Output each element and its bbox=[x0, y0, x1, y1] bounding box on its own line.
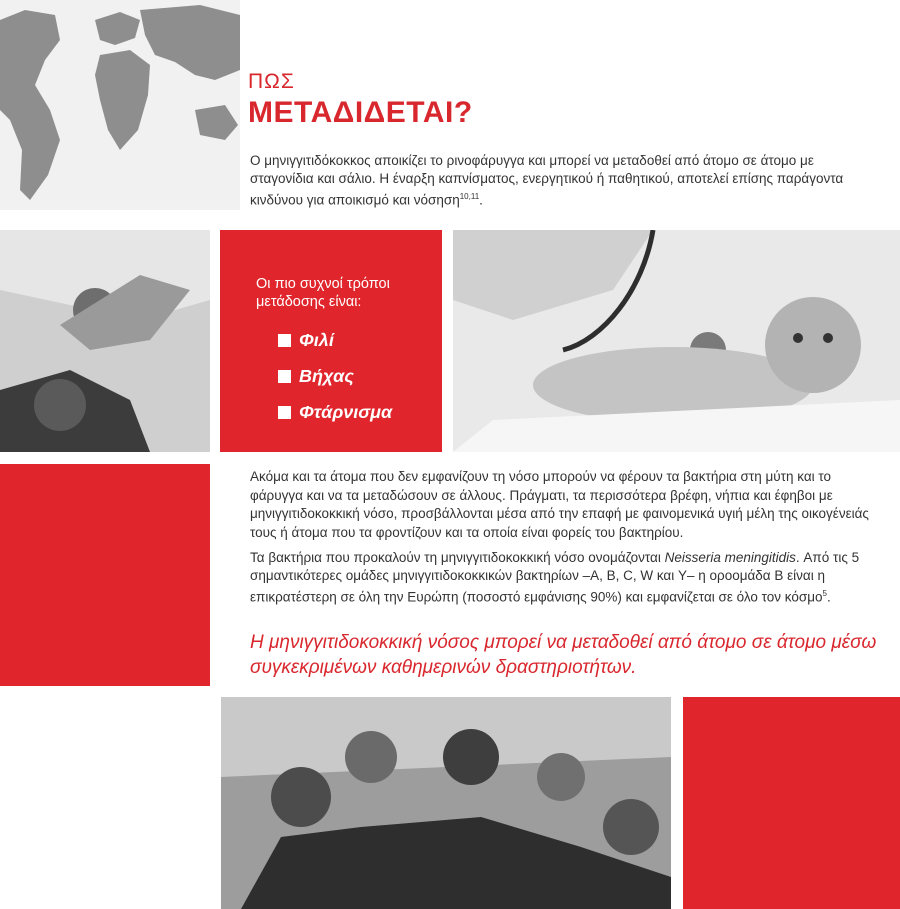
bacteria-text-start: Τα βακτήρια που προκαλούν τη μηνιγγιτιδοκοκκική νόσο ονομάζονται bbox=[250, 550, 665, 565]
photo-doctor-baby bbox=[453, 230, 900, 452]
intro-end: . bbox=[479, 192, 483, 208]
body-paragraph-carriers: Ακόμα και τα άτομα που δεν εμφανίζουν τη νόσο μπορούν να φέρουν τα βακτήρια στη μύτη και το φάρυγγα και να τα μεταδώσουν σε άλλους. Πράγματι, τα περισσότερα βρέφη, νήπια και έφηβοι με μηνιγγιτιδοκοκκική νόσο, προσβάλλονται μέσα από την επαφή με φαινομενικά υγιή μέλη της οικογένειάς τους ή άτομα που τα φροντίζουν και τα οποία είναι φορείς του βακτηρίου. bbox=[250, 469, 869, 540]
mode-item-sneeze bbox=[278, 394, 392, 430]
highlight-quote: Η μηνιγγιτιδοκοκκική νόσος μπορεί να μεταδοθεί από άτομο σε άτομο μέσω συγκεκριμένων καθημερινών δραστηριοτήτων. bbox=[250, 632, 877, 678]
decorative-red-block-left bbox=[0, 464, 210, 686]
square-bullet-icon bbox=[278, 406, 291, 419]
photo-group-friends bbox=[221, 697, 671, 909]
bacteria-text-rest: . Από τις 5 σημαντικότερες ομάδες μηνιγγιτιδοκοκκικών βακτηρίων –Α, Β, C, W και Y– η οροομάδα Β είναι η επικρατέστερη σε όλη την Ευρώπη (ποσοστό εμφάνισης 90%) και εμφανίζεται σε όλο τον κόσμο bbox=[250, 550, 860, 605]
mode-item-cough bbox=[278, 358, 392, 394]
body-paragraph-bacteria bbox=[250, 549, 870, 607]
square-bullet-icon bbox=[278, 334, 291, 347]
photo-baby-lifted-graphic bbox=[0, 230, 210, 452]
bacteria-reference: 5 bbox=[822, 589, 827, 598]
title-kicker: ΠΩΣ bbox=[248, 70, 295, 93]
photo-group-friends-graphic bbox=[221, 697, 671, 909]
page-title: ΜΕΤΑΔΙΔΕΤΑΙ? bbox=[248, 96, 473, 129]
bacteria-species-name: Neisseria meningitidis bbox=[664, 550, 796, 565]
world-map-graphic bbox=[0, 0, 240, 210]
mode-label: Βήχας bbox=[299, 365, 354, 386]
intro-text: Ο μηνιγγιτιδόκοκκος αποικίζει το ρινοφάρυγγα και μπορεί να μεταδοθεί από άτομο σε άτομο με σταγονίδια και σάλιο. Η έναρξη καπνίσματος, ενεργητικού ή παθητικού, αποτελεί επίσης παράγοντα κινδύνου για αποικισμό και νόσηση bbox=[250, 153, 844, 208]
bacteria-text-end: . bbox=[826, 589, 831, 605]
photo-baby-lifted bbox=[0, 230, 210, 452]
transmission-modes-heading: Οι πιο συχνοί τρόποι μετάδοσης είναι: bbox=[256, 276, 390, 310]
decorative-red-block-bottom bbox=[683, 697, 900, 909]
square-bullet-icon bbox=[278, 370, 291, 383]
photo-doctor-baby-graphic bbox=[453, 230, 900, 452]
transmission-modes-list bbox=[278, 322, 392, 430]
intro-reference: 10,11 bbox=[459, 192, 480, 201]
mode-item-kiss bbox=[278, 322, 392, 358]
intro-paragraph bbox=[250, 152, 850, 210]
mode-label: Φτάρνισμα bbox=[299, 401, 393, 422]
mode-label: Φιλί bbox=[299, 329, 334, 350]
